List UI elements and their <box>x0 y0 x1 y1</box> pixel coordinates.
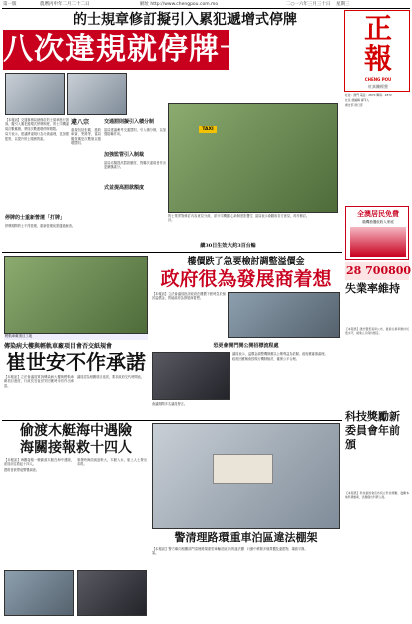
page-label: 第一版 <box>3 2 17 7</box>
boat-col-1: 【本報訊】海關接報一艘偷渡木艇在海中遇險，派員前往救起十四人。 獲救者被帶返警署調查。 <box>4 458 74 472</box>
side-col-1: 【本報訊】統計暨普查局公布，最新失業率維持於低水平，就業人口保持穩定。 <box>345 327 409 335</box>
taxi-sign: TAXI <box>199 126 217 133</box>
side-headline-1: 失業率維持 <box>345 282 400 295</box>
top-story-col-3: 當局建議參考交通罰則，引入積分制，以加強阻嚇作用。 <box>104 128 166 137</box>
masthead-english: CHENG POU <box>364 77 392 82</box>
top-story-col-4: 當局亦擬提高罰款額度，對屢次違規者作出更嚴厲處分。 <box>104 161 166 170</box>
top-story-headline <box>3 30 282 70</box>
policy-col-1: 【本報訊】立法會議員批評政府在樓價下跌時急於檢討溢價金，質疑政府為發展商着想。 <box>152 292 226 301</box>
boat-col-2: 事發時海面風浪較大，木艇入水，船上人士發出求救。 <box>77 458 147 467</box>
lunar-date: 農曆丙申年二月二十二日 <box>40 2 90 7</box>
masthead-tagline: 紅真陳經營 <box>368 84 388 89</box>
top-story-col-5: 的士業界對修訂內容意見分歧，部分司機擔心新制度影響生計。 <box>168 214 253 223</box>
section-divider-1 <box>2 252 342 253</box>
photo-conference-room <box>67 73 127 115</box>
sub-heading-2: 交通罰則擬引入積分制 <box>104 119 155 125</box>
photo-construction-site <box>4 256 148 334</box>
sub-heading-3: 加強監管引入制裁 <box>104 152 145 158</box>
top-story-kicker: 的士規章修訂擬引入累犯遞增式停牌 <box>73 12 297 28</box>
top-story-col-2: 違規包括拒載、濫收車資、兜路等，當局擬按累犯次數施以遞增罰則。 <box>71 128 101 146</box>
photo-assembly <box>152 352 230 400</box>
masthead-char-2: 報 <box>363 42 392 75</box>
policy-col-2: 議員表示，溢價金調整機制應以公眾利益為依歸，政府應審慎處理。 政府回應稱會按現行機制檢討，確保公平合理。 <box>232 352 328 362</box>
ad-free-residents[interactable] <box>345 206 409 260</box>
weekday: 星期三 <box>336 2 350 7</box>
policy-mid-note: 恐更會開門開公開招標流程處 <box>213 343 279 349</box>
photo-official-meeting <box>5 73 65 115</box>
masthead-info: 社址：澳門 電話：2870 傳真：2872 社長 總編輯 督印人 廣告部 發行部 <box>345 93 392 107</box>
truck-col-1: 【本報訊】警方聯同相關部門清理路環重型車輛泊區內的違法棚架。 <box>152 547 244 556</box>
photo-truck-removal <box>152 423 340 529</box>
top-story-col-1: 【本報訊】交通事務局就修訂的士規章進行諮詢，擬引入累犯遞增式停牌制度，的士司機違規次數累積，將按次數遞增停牌期限。 局方表示，建議將違規行為分級處理，並加強監察，以提升的士服務質素。 <box>5 118 69 141</box>
bottom-note: 續30日生效大約3百台輪 <box>200 243 256 249</box>
boat-headline-2: 海關接報救十四人 <box>20 440 132 456</box>
ad1-sub: 隨機抽選低收入家庭 <box>362 220 394 224</box>
truck-col-2: 行動中移除多個貨櫃及違建物，場面平靜。 <box>247 547 308 551</box>
tunnel-col-1: 【本報訊】立法會議員質詢傳染病大樓與輕軌車廠項目進度，行政長官崔世安回應時未有作出承諾。 <box>4 375 74 388</box>
tunnel-kicker: 傳染病大樓與輕軌車廠項目會否交紙規會 <box>4 343 113 350</box>
ad-phone[interactable] <box>345 262 412 280</box>
ad1-title: 全澳居民免費 <box>357 209 399 218</box>
website[interactable]: 網址 http://www.chengpou.com.mo <box>140 2 219 7</box>
tunnel-headline: 崔世安不作承諾 <box>6 350 146 374</box>
truck-headline: 警清理路環重車泊區違法棚架 <box>174 531 318 544</box>
photo-taxi-inspection <box>168 103 338 213</box>
photo-rescued-people <box>77 570 147 616</box>
masthead-char-1: 正 <box>363 12 392 45</box>
section-divider-2 <box>2 420 342 421</box>
sub-heading-1: 違八宗 <box>71 119 90 126</box>
policy-kicker: 樓價跌了急要檢討調整溢價金 <box>187 257 305 267</box>
caption-construction: 輕軌車廠項目工地 <box>4 334 148 340</box>
top-story-col-7: 停牌期間的士不得營運，重新營運前需通過檢查。 <box>5 224 76 228</box>
side-headline-2: 科技獎勵新委員會年前頒 <box>345 410 400 451</box>
tunnel-col-2: 議員認為相關項目延誤，要求政府交代時間表。 <box>77 375 144 379</box>
header-rule <box>2 8 410 9</box>
boat-headline-1: 偷渡木艇海中遇險 <box>20 423 132 439</box>
sub-heading-4: 式並提高罰款額度 <box>104 185 145 191</box>
policy-headline: 政府很為發展商着想 <box>160 268 332 290</box>
photo-official-speaking <box>228 292 340 338</box>
cargo-container <box>213 454 273 484</box>
ad1-graphic <box>350 227 406 257</box>
sub-heading-5: 停牌的士重新營運「打牌」 <box>5 215 66 221</box>
ad2-phone: 28 700800 <box>346 264 412 277</box>
top-story-col-6: 當局表示會聽取各方意見，再作修訂。 <box>255 214 310 218</box>
masthead <box>344 10 410 92</box>
date: 二○一六年三月三十日 <box>286 2 331 7</box>
side-col-2: 【本報訊】科技委員會宣布設立科技獎勵，鼓勵本地科研創新，表揚傑出科研人員。 <box>345 491 409 499</box>
photo-customs-boat <box>4 570 74 616</box>
policy-col-3: 會議期間多名議員發言。 <box>152 402 188 406</box>
top-story-headline-text: 八次違規就停牌一周 <box>3 32 282 67</box>
